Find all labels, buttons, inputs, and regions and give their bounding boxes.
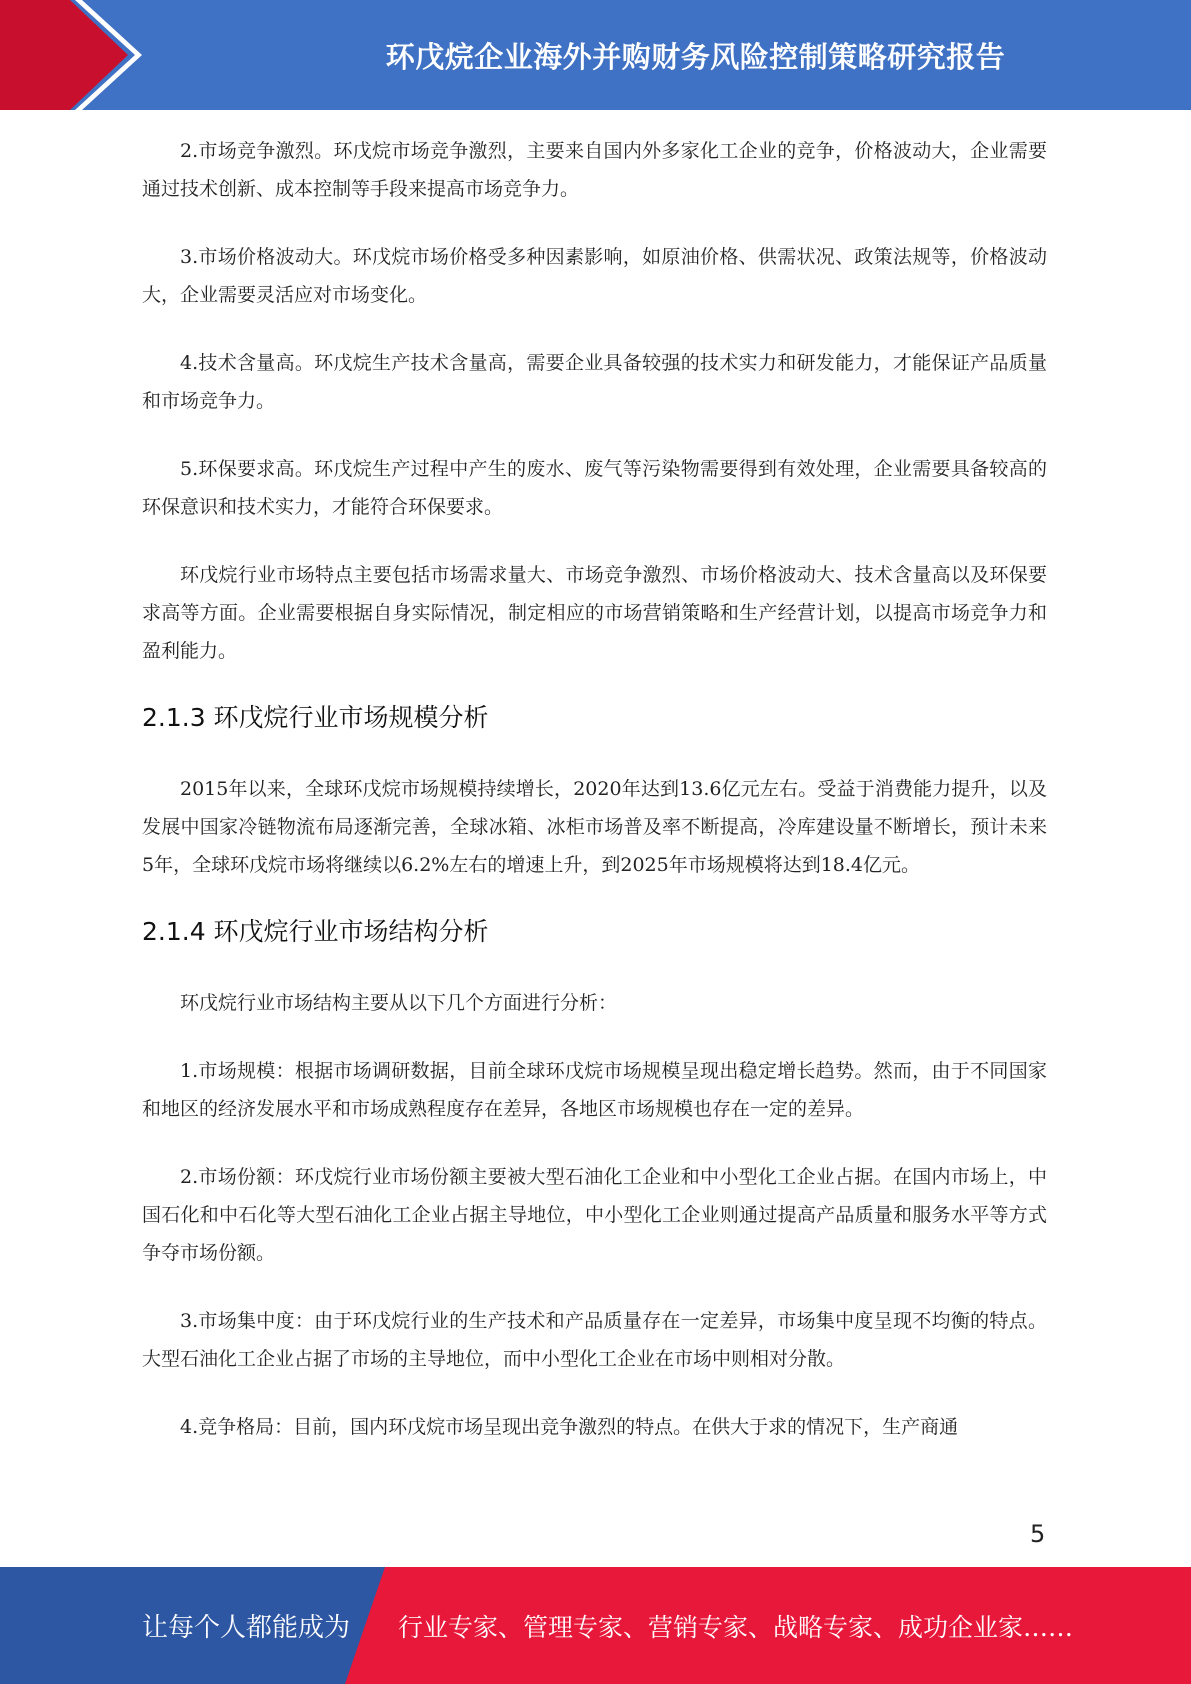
paragraph: 2.市场份额：环戊烷行业市场份额主要被大型石油化工企业和中小型化工企业占据。在国内市场上，中国石化和中石化等大型石油化工企业占据主导地位，中小型化工企业则通过提高产品质量和服务水平等方式争夺市场份额。: [142, 1166, 1047, 1264]
header-red-chevron: [0, 0, 150, 110]
paragraph: 环戊烷行业市场结构主要从以下几个方面进行分析：: [180, 992, 618, 1014]
paragraph: 2015年以来，全球环戊烷市场规模持续增长，2020年达到13.6亿元左右。受益于消费能力提升，以及发展中国家冷链物流布局逐渐完善，全球冰箱、冰柜市场普及率不断提高，冷库建设量不断增长，预计未来5年，全球环戊烷市场将继续以6.2%左右的增速上升，到2025年市场规模将达到18.4亿元。: [142, 778, 1047, 876]
report-title: 环戊烷企业海外并购财务风险控制策略研究报告: [385, 39, 1006, 74]
page-footer: [0, 1567, 1191, 1684]
paragraph: 4.竞争格局：目前，国内环戊烷市场呈现出竞争激烈的特点。在供大于求的情况下，生产商通: [180, 1416, 959, 1438]
page-header: [0, 0, 1191, 110]
paragraph: 4.技术含量高。环戊烷生产技术含量高，需要企业具备较强的技术实力和研发能力，才能保证产品质量和市场竞争力。: [142, 352, 1047, 412]
paragraph: 2.市场竞争激烈。环戊烷市场竞争激烈，主要来自国内外多家化工企业的竞争，价格波动大，企业需要通过技术创新、成本控制等手段来提高市场竞争力。: [142, 140, 1047, 200]
paragraph: 3.市场价格波动大。环戊烷市场价格受多种因素影响，如原油价格、供需状况、政策法规等，价格波动大，企业需要灵活应对市场变化。: [142, 246, 1047, 306]
paragraph: 3.市场集中度：由于环戊烷行业的生产技术和产品质量存在一定差异，市场集中度呈现不均衡的特点。大型石油化工企业占据了市场的主导地位，而中小型化工企业在市场中则相对分散。: [142, 1310, 1047, 1370]
paragraph: 环戊烷行业市场特点主要包括市场需求量大、市场竞争激烈、市场价格波动大、技术含量高以及环保要求高等方面。企业需要根据自身实际情况，制定相应的市场营销策略和生产经营计划，以提高市场竞争力和盈利能力。: [142, 564, 1047, 662]
footer-slogan-left: 让每个人都能成为: [142, 1613, 351, 1643]
document-body: [142, 132, 1047, 1476]
paragraph: 1.市场规模：根据市场调研数据，目前全球环戊烷市场规模呈现出稳定增长趋势。然而，由于不同国家和地区的经济发展水平和市场成熟程度存在差异，各地区市场规模也存在一定的差异。: [142, 1060, 1047, 1120]
page-number: 5: [1030, 1520, 1046, 1548]
paragraph: 5.环保要求高。环戊烷生产过程中产生的废水、废气等污染物需要得到有效处理，企业需要具备较高的环保意识和技术实力，才能符合环保要求。: [142, 458, 1047, 518]
section-heading: 2.1.4 环戊烷行业市场结构分析: [142, 917, 489, 946]
section-heading: 2.1.3 环戊烷行业市场规模分析: [142, 703, 489, 732]
footer-slogan-right: 行业专家、管理专家、营销专家、战略专家、成功企业家……: [398, 1612, 1074, 1642]
